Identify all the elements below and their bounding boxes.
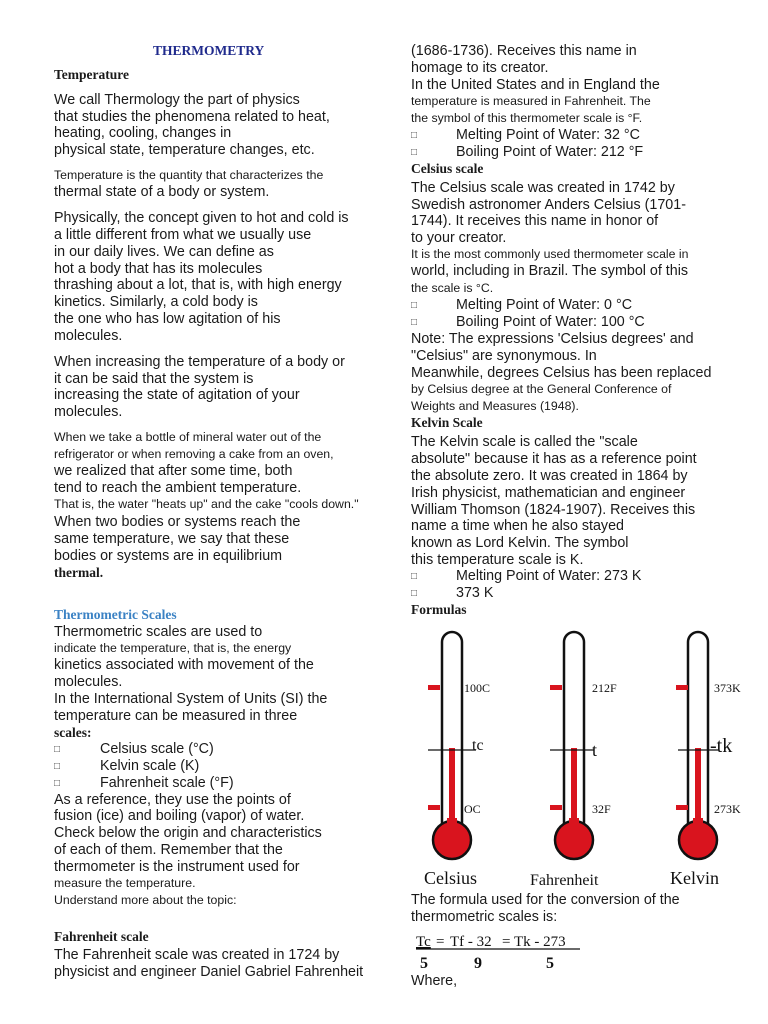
fahrenheit-point: Melting Point of Water: 32 °C (456, 127, 640, 143)
celsius-note-line: Meanwhile, degrees Celsius has been replaced (411, 365, 712, 381)
page-title: THERMOMETRY (153, 43, 265, 58)
thermometers-figure (414, 628, 762, 890)
scale-list-item: Celsius scale (°C) (100, 741, 214, 757)
heading-fahrenheit-scale: Fahrenheit scale (54, 929, 149, 944)
formula-intro-line: The formula used for the conversion of the (411, 892, 680, 908)
formula-tf: Tf - 32 (450, 934, 492, 950)
p7-line: fusion (ice) and boiling (vapor) of water. (54, 808, 305, 824)
conversion-formula (414, 930, 614, 972)
p7-line: thermometer is the instrument used for (54, 859, 300, 875)
celsius-point: Boiling Point of Water: 100 °C (456, 314, 645, 330)
scale-list-item: Kelvin scale (K) (100, 758, 200, 774)
p7-line: As a reference, they use the points of (54, 792, 291, 808)
p4-line: it can be said that the system is (54, 371, 254, 387)
celsius-note-line: Weights and Measures (1948). (411, 399, 579, 413)
kelvin-top-label: 373K (714, 681, 741, 695)
p6-line: indicate the temperature, that is, the energy (54, 641, 292, 655)
celsius-note-line: Note: The expressions 'Celsius degrees' and (411, 331, 694, 347)
formula-denominator: 5 (546, 955, 554, 972)
kelvin-line: the absolute zero. It was created in 1864 by (411, 468, 688, 484)
kelvin-line: The Kelvin scale is called the "scale (411, 434, 638, 450)
heading-temperature: Temperature (54, 67, 129, 82)
p6-line: Thermometric scales are used to (54, 624, 263, 640)
p3-line: Physically, the concept given to hot and cold is (54, 210, 349, 226)
p6-line: In the International System of Units (SI) the (54, 691, 328, 707)
formula-intro-line: thermometric scales is: (411, 909, 558, 925)
p4-line: molecules. (54, 404, 123, 420)
kelvin-bottom-label: 273K (714, 802, 741, 816)
p7-line: measure the temperature. (54, 876, 196, 890)
celsius-line: to your creator. (411, 230, 507, 246)
formula-tc: Tc (416, 934, 431, 950)
fahrenheit-top-label: 212F (592, 681, 617, 695)
fahrenheit-continued-line: In the United States and in England the (411, 77, 660, 93)
kelvin-point: Melting Point of Water: 273 K (456, 568, 642, 584)
p8-line: The Fahrenheit scale was created in 1724 by (54, 947, 340, 963)
kelvin-line: this temperature scale is K. (411, 552, 584, 568)
celsius-bottom-label: OC (464, 802, 481, 816)
bullet-icon: □ (411, 147, 418, 158)
heading-thermometric-scales: Thermometric Scales (54, 607, 177, 622)
p3-line: in our daily lives. We can define as (54, 244, 274, 260)
celsius-thermometer (424, 632, 490, 888)
p5-line: tend to reach the ambient temperature. (54, 480, 302, 496)
fahrenheit-continued-line: homage to its creator. (411, 60, 549, 76)
heading-formulas: Formulas (411, 602, 467, 617)
bullet-icon: □ (54, 744, 61, 755)
p5-line: That is, the water "heats up" and the cake "cools down." (54, 497, 359, 511)
formula-tk: Tk - 273 (514, 934, 566, 950)
kelvin-line: Irish physicist, mathematician and engineer (411, 485, 686, 501)
p1-line: heating, cooling, changes in (54, 125, 232, 141)
p5-line: same temperature, we say that these (54, 531, 290, 547)
fahrenheit-continued-line: temperature is measured in Fahrenheit. The (411, 94, 651, 108)
formula-equals: = (436, 934, 445, 950)
fahrenheit-continued-line: the symbol of this thermometer scale is °F. (411, 111, 643, 125)
kelvin-thermometer (670, 632, 741, 888)
bullet-icon: □ (411, 300, 418, 311)
p7-line: Check below the origin and characteristics (54, 825, 322, 841)
p3-line: kinetics. Similarly, a cold body is (54, 294, 258, 310)
p1-line: We call Thermology the part of physics (54, 92, 300, 108)
p5-line: refrigerator or when removing a cake from an oven, (54, 447, 334, 461)
kelvin-mid-label: -tk (710, 735, 733, 757)
p4-line: When increasing the temperature of a body or (54, 354, 345, 370)
p4-line: increasing the state of agitation of your (54, 387, 300, 403)
bullet-icon: □ (411, 130, 418, 141)
formula-denominator: 5 (420, 955, 428, 972)
p5-line: thermal. (54, 565, 104, 580)
bullet-icon: □ (411, 588, 418, 599)
p5-line: we realized that after some time, both (54, 463, 293, 479)
where-text: Where, (411, 973, 458, 989)
celsius-line: 1744). It receives this name in honor of (411, 213, 659, 229)
heading-celsius-scale: Celsius scale (411, 161, 484, 176)
scale-list-item: Fahrenheit scale (°F) (100, 775, 234, 791)
bullet-icon: □ (54, 778, 61, 789)
formula-equals: = (502, 934, 511, 950)
kelvin-point: 373 K (456, 585, 494, 601)
kelvin-line: William Thomson (1824-1907). Receives this (411, 502, 696, 518)
fahrenheit-point: Boiling Point of Water: 212 °F (456, 144, 644, 160)
bullet-icon: □ (54, 761, 61, 772)
bullet-icon: □ (411, 571, 418, 582)
heading-kelvin-scale: Kelvin Scale (411, 415, 483, 430)
celsius-line: the scale is °C. (411, 281, 494, 295)
fahrenheit-bottom-label: 32F (592, 802, 611, 816)
p1-line: physical state, temperature changes, etc. (54, 142, 315, 158)
celsius-line: world, including in Brazil. The symbol of this (411, 263, 689, 279)
celsius-line: Swedish astronomer Anders Celsius (1701- (411, 197, 686, 213)
p6-line: temperature can be measured in three (54, 708, 298, 724)
fahrenheit-continued-line: (1686-1736). Receives this name in (411, 43, 637, 59)
fahrenheit-mid-label: t (592, 740, 598, 760)
p1-line: that studies the phenomena related to heat, (54, 109, 330, 125)
p3-line: hot a body that has its molecules (54, 261, 263, 277)
p3-line: a little different from what we usually use (54, 227, 312, 243)
fahrenheit-thermometer (530, 632, 617, 889)
p7-line: Understand more about the topic: (54, 893, 237, 907)
kelvin-line: name a time when he also stayed (411, 518, 624, 534)
p8-line: physicist and engineer Daniel Gabriel Fahrenheit (54, 964, 364, 980)
celsius-line: The Celsius scale was created in 1742 by (411, 180, 675, 196)
p7-line: of each of them. Remember that the (54, 842, 283, 858)
kelvin-line: known as Lord Kelvin. The symbol (411, 535, 629, 551)
kelvin-name-label: Kelvin (670, 868, 719, 888)
p6-line: scales: (54, 725, 92, 740)
p5-line: bodies or systems are in equilibrium (54, 548, 283, 564)
celsius-note-line: by Celsius degree at the General Conference of (411, 382, 672, 396)
celsius-point: Melting Point of Water: 0 °C (456, 297, 633, 313)
celsius-name-label: Celsius (424, 868, 478, 888)
p3-line: thrashing about a lot, that is, with high energy (54, 277, 342, 293)
celsius-mid-label: tc (472, 737, 484, 754)
p2-line: thermal state of a body or system. (54, 184, 270, 200)
p3-line: molecules. (54, 328, 123, 344)
celsius-line: It is the most commonly used thermometer scale in (411, 247, 689, 261)
bullet-icon: □ (411, 317, 418, 328)
fahrenheit-name-label: Fahrenheit (530, 872, 599, 889)
formula-denominator: 9 (474, 955, 482, 972)
p6-line: kinetics associated with movement of the (54, 657, 314, 673)
celsius-top-label: 100C (464, 681, 491, 695)
p5-line: When we take a bottle of mineral water out of the (54, 430, 322, 444)
p3-line: the one who has low agitation of his (54, 311, 281, 327)
p2-line: Temperature is the quantity that characterizes the (54, 168, 324, 182)
p5-line: When two bodies or systems reach the (54, 514, 301, 530)
celsius-note-line: "Celsius" are synonymous. In (411, 348, 597, 364)
kelvin-line: absolute" because it has as a reference point (411, 451, 697, 467)
p6-line: molecules. (54, 674, 123, 690)
